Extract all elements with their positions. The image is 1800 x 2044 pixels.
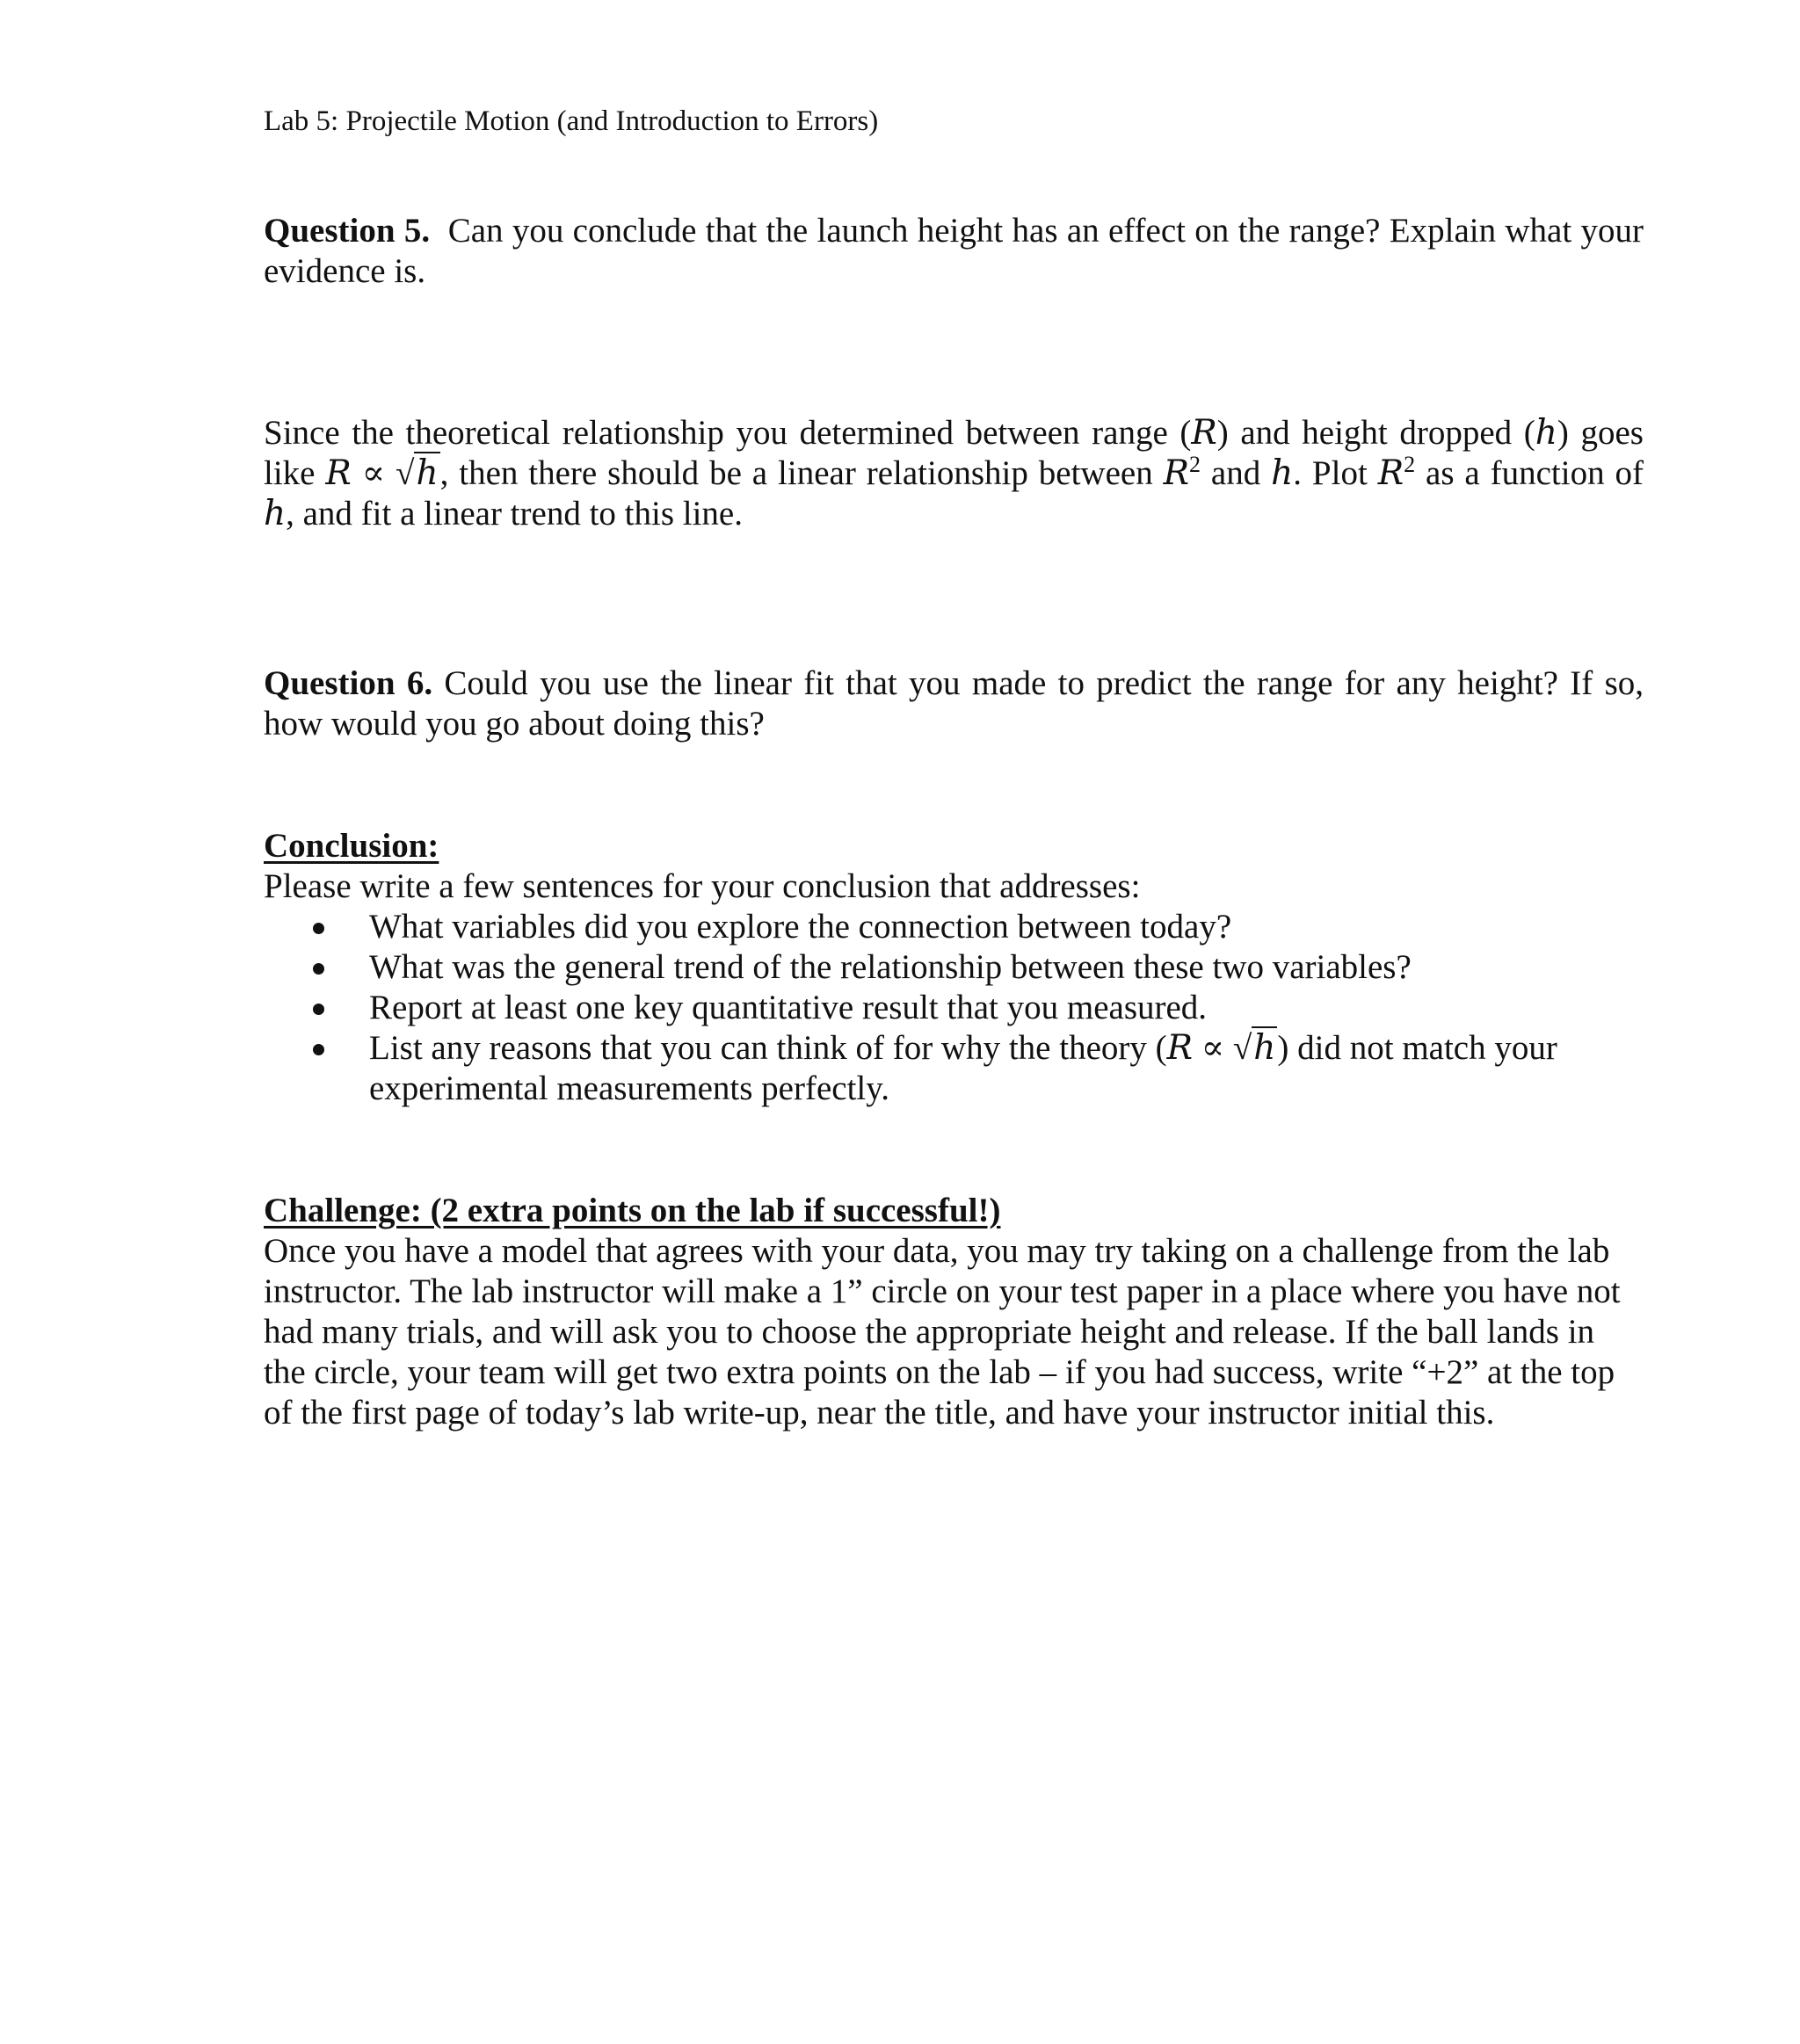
bullet-text: What variables did you explore the connection between today? xyxy=(369,908,1232,946)
math-exponent-2: 2 xyxy=(1404,452,1416,477)
intro-text-8: , and fit a linear trend to this line. xyxy=(286,495,743,533)
sqrt-symbol: √ xyxy=(396,454,415,492)
math-var-R: R xyxy=(325,453,352,493)
challenge-heading: Challenge: (2 extra points on the lab if successful!) xyxy=(264,1192,1001,1229)
list-item xyxy=(264,1028,1644,1109)
math-var-h: h xyxy=(1535,413,1557,453)
list-item xyxy=(264,988,1644,1028)
theory-paragraph xyxy=(264,413,1644,534)
bullet-icon xyxy=(313,923,324,934)
header-title: Lab 5: Projectile Motion (and Introduction to Errors) xyxy=(264,105,879,137)
challenge-section xyxy=(264,1191,1644,1433)
intro-text-3: ) goes like xyxy=(264,414,1644,492)
bullet-icon xyxy=(313,1044,324,1055)
list-item xyxy=(264,947,1644,988)
math-var-R: R xyxy=(1163,453,1189,493)
conclusion-heading: Conclusion: xyxy=(264,827,439,865)
proportional-symbol: ∝ xyxy=(361,453,386,493)
bullet-text: List any reasons that you can think of for why the theory ( xyxy=(369,1029,1167,1067)
question-6-label: Question 6. xyxy=(264,664,433,702)
question-5 xyxy=(264,211,1644,292)
math-var-h: h xyxy=(1253,1028,1276,1068)
intro-text-1: Since the theoretical relationship you determined between range ( xyxy=(264,414,1192,452)
question-5-label: Question 5. xyxy=(264,212,431,250)
sqrt-symbol: √ xyxy=(1232,1029,1252,1067)
bullet-icon xyxy=(313,963,324,975)
math-exponent-2: 2 xyxy=(1188,452,1201,477)
conclusion-section xyxy=(264,826,1644,1109)
challenge-text: Once you have a model that agrees with your data, you may try taking on a challenge from the lab instructor. The lab instructor will make a 1” circle on your test paper in a place where you have not had many trials, and will ask you to choose the appropriate height and release. If the ball lands in the circle, your team will get two extra points on the lab – if you had success, write “+2” at the top of the first page of today’s lab write-up, near the title, and have your instructor initial this. xyxy=(264,1232,1621,1432)
bullet-icon xyxy=(313,1004,324,1015)
math-var-h: h xyxy=(416,453,439,493)
math-var-R: R xyxy=(1166,1028,1193,1068)
list-item xyxy=(264,907,1644,947)
bullet-text: Report at least one key quantitative result that you measured. xyxy=(369,989,1208,1026)
intro-text-6: . Plot xyxy=(1293,454,1378,492)
proportional-symbol: ∝ xyxy=(1201,1028,1225,1068)
question-6-text: Could you use the linear fit that you made to predict the range for any height? If so, how would you go about doing this? xyxy=(264,664,1644,743)
intro-text-5: and xyxy=(1200,454,1272,492)
question-5-text: Can you conclude that the launch height has an effect on the range? Explain what your evidence is. xyxy=(264,212,1644,290)
conclusion-bullet-list xyxy=(264,907,1644,1109)
math-var-R: R xyxy=(1191,413,1217,453)
conclusion-intro: Please write a few sentences for your conclusion that addresses: xyxy=(264,867,1141,905)
math-var-h: h xyxy=(1271,453,1294,493)
sqrt-h-expression xyxy=(396,453,440,494)
sqrt-h-expression xyxy=(1233,1028,1278,1069)
intro-text-7: as a function of xyxy=(1415,454,1644,492)
question-6 xyxy=(264,663,1644,744)
math-var-R: R xyxy=(1377,453,1404,493)
intro-text-2: ) and height dropped ( xyxy=(1216,414,1535,452)
bullet-text: ) did not match your experimental measurements perfectly. xyxy=(369,1029,1557,1107)
page-header xyxy=(264,104,878,139)
intro-text-4: , then there should be a linear relationship between xyxy=(439,454,1164,492)
math-var-h: h xyxy=(264,494,287,533)
bullet-text: What was the general trend of the relationship between these two variables? xyxy=(369,948,1412,986)
